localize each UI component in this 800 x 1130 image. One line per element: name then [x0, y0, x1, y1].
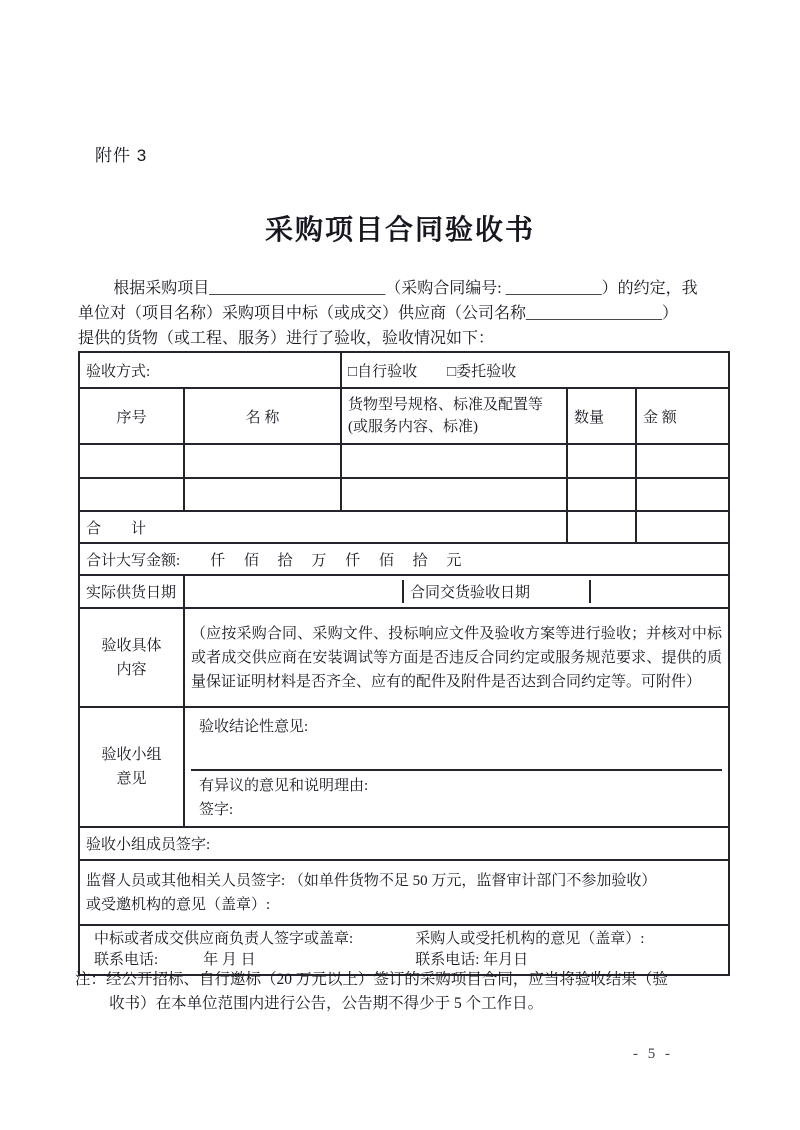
- acceptance-method-label: 验收方式:: [79, 352, 341, 388]
- total-in-words-row: [79, 543, 729, 575]
- supervisor-cell: [79, 860, 729, 925]
- col-header-name: 名 称: [184, 388, 341, 444]
- intro-paragraph: [78, 276, 733, 351]
- total-qty-empty: [567, 511, 636, 543]
- intro-line-1: 根据采购项目______________________（采购合同编号: ____________）的约定，我: [113, 280, 698, 297]
- purchaser-opinion-block: [407, 927, 722, 973]
- objection-label: 有异议的意见和说明理由:: [199, 778, 369, 794]
- total-in-words: 合计大写金额: 仟 佰 拾 万 仟 佰 拾 元: [79, 543, 729, 575]
- dates-cells: [184, 575, 729, 608]
- supplier-phone-label: 联系电话: 年 月 日: [94, 952, 256, 968]
- inspection-detail-content: （应按采购合同、采购文件、投标响应文件及验收方案等进行验收；并核对中标或者成交供应商在安装调试等方面是否违反合同约定或服务规范要求、提供的质量保证证明材料是否齐全、应有的配件及附件是否达到合同约定等。可附件）: [184, 608, 729, 707]
- acceptance-form-table: [78, 351, 730, 976]
- supervisor-line-1: 监督人员或其他相关人员签字: （如单件货物不足 50 万元，监督审计部门不参加验收）: [86, 872, 657, 889]
- acceptance-method-options: □自行验收 □委托验收: [341, 352, 729, 388]
- item-cell-empty: [636, 444, 729, 478]
- footnote-line-2: 收书）在本单位范围内进行公告，公告期不得少于 5 个工作日。: [109, 995, 544, 1012]
- inspection-detail-row: [79, 608, 729, 707]
- col-header-qty: 数量: [567, 388, 636, 444]
- page-number: - 5 -: [633, 1046, 673, 1062]
- acceptance-method-row: [79, 352, 729, 388]
- members-signature-label: 验收小组成员签字:: [79, 827, 729, 860]
- item-cell-empty: [341, 444, 567, 478]
- item-table-header-row: [79, 388, 729, 444]
- footnote: [75, 968, 735, 1016]
- supervisor-row: [79, 860, 729, 925]
- total-amount-empty: [636, 511, 729, 543]
- item-cell-empty: [567, 478, 636, 511]
- item-cell-empty: [567, 444, 636, 478]
- actual-delivery-label: 实际供货日期: [79, 575, 184, 608]
- contract-delivery-label: 合同交货验收日期: [404, 580, 591, 603]
- group-opinion-cells: [184, 707, 729, 827]
- item-cell-empty: [79, 478, 184, 511]
- intro-line-3: 提供的货物（或工程、服务）进行了验收，验收情况如下：: [78, 330, 495, 347]
- item-cell-empty: [341, 478, 567, 511]
- item-cell-empty: [79, 444, 184, 478]
- col-header-spec: 货物型号规格、标准及配置等(或服务内容、标准): [341, 388, 567, 444]
- col-header-seq: 序号: [79, 388, 184, 444]
- col-header-amount: 金 额: [636, 388, 729, 444]
- intro-line-2: 单位对（项目名称）采购项目中标（或成交）供应商（公司名称_________________）: [78, 305, 679, 322]
- page-title: 采购项目合同验收书: [264, 214, 535, 245]
- conclusion-opinion-label: 验收结论性意见:: [191, 709, 722, 771]
- item-cell-empty: [184, 478, 341, 511]
- group-opinion-row: [79, 707, 729, 827]
- actual-delivery-value-empty: [191, 580, 404, 603]
- supplier-sign-label: 中标或者成交供应商负责人签字或盖章:: [94, 931, 354, 947]
- objection-area: [191, 771, 722, 825]
- attachment-label: 附件 3: [95, 146, 148, 165]
- total-label: 合 计: [79, 511, 567, 543]
- objection-signature-label: 签字:: [199, 802, 234, 818]
- purchaser-phone-label: 联系电话: 年月日: [415, 952, 529, 968]
- inspection-detail-label: 验收具体 内容: [79, 608, 184, 707]
- item-cell-empty: [184, 444, 341, 478]
- contract-delivery-value-empty: [591, 580, 722, 603]
- supervisor-line-2: 或受邀机构的意见（盖章）:: [86, 896, 271, 913]
- group-opinion-label: 验收小组 意见: [79, 707, 184, 827]
- footnote-line-1: 注：经公开招标、自行邀标（20 万元以上）签订的采购项目合同，应当将验收结果（验: [75, 971, 668, 988]
- total-row: [79, 511, 729, 543]
- purchaser-opinion-label: 采购人或受托机构的意见（盖章）:: [415, 931, 645, 947]
- item-row-1: [79, 444, 729, 478]
- supplier-sign-block: [86, 927, 407, 973]
- members-signature-row: [79, 827, 729, 860]
- item-cell-empty: [636, 478, 729, 511]
- item-row-2: [79, 478, 729, 511]
- dates-row: [79, 575, 729, 608]
